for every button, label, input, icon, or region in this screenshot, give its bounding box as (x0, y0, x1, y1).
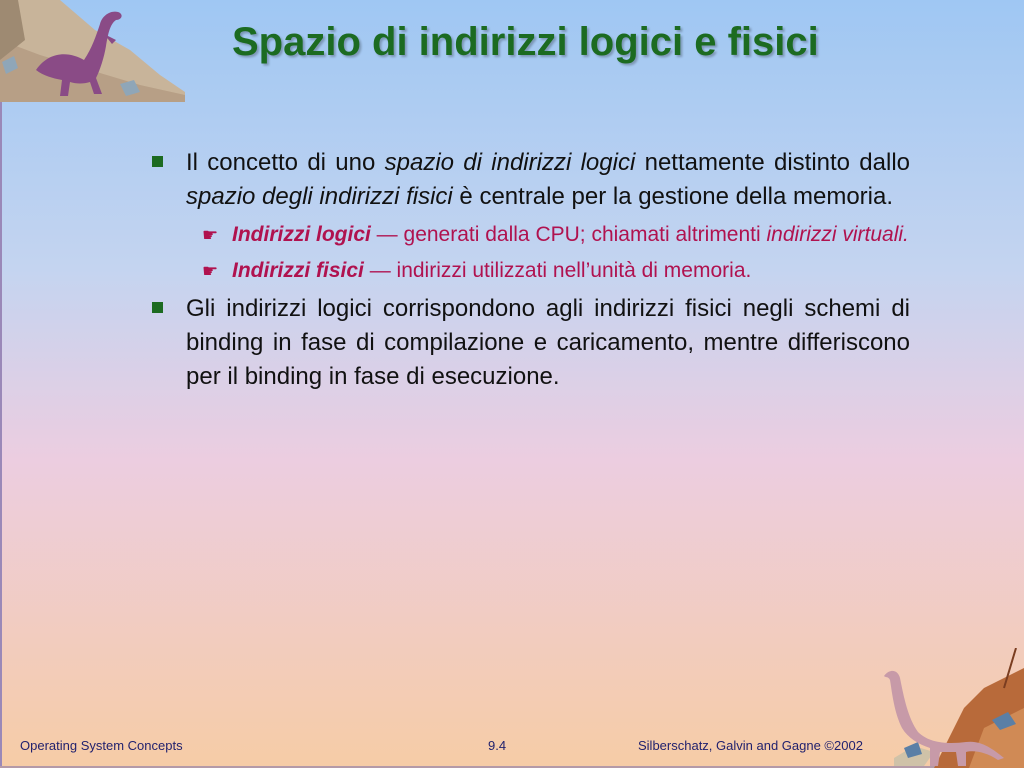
sub-bullet-definition-italic: indirizzi virtuali. (766, 223, 909, 246)
bullet-term-physical-space: spazio degli indirizzi fisici (186, 183, 453, 210)
slide-title: Spazio di indirizzi logici e fisici (232, 20, 819, 64)
pointing-hand-icon: ☛ (202, 261, 219, 281)
bullet-text: nettamente distinto dallo (635, 149, 911, 176)
square-bullet-icon (152, 302, 163, 313)
footer-course-title: Operating System Concepts (20, 738, 183, 753)
footer-slide-number: 9.4 (488, 738, 507, 753)
pointing-hand-icon: ☛ (202, 225, 219, 245)
bullet-text: è centrale per la gestione della memoria. (452, 183, 894, 210)
sub-bullet-logical-addresses (146, 220, 910, 250)
sub-bullet-definition: generati dalla CPU; chiamati altrimenti (403, 223, 767, 246)
slide-content (146, 146, 910, 394)
dinosaur-icon (0, 0, 190, 108)
bullet-item-logical-vs-physical (146, 146, 910, 214)
brontosaurus-icon (874, 648, 1024, 768)
sub-bullet-term: Indirizzi logici (232, 223, 371, 246)
sub-bullet-dash: — (370, 223, 404, 246)
sub-bullet-definition: indirizzi utilizzati nell’unità di memoria. (396, 259, 752, 282)
sub-bullet-physical-addresses (146, 256, 910, 286)
sub-bullet-dash: — (363, 259, 397, 282)
bullet-text: Il concetto di uno (186, 149, 385, 176)
square-bullet-icon (152, 156, 163, 167)
sub-bullet-term: Indirizzi fisici (232, 259, 364, 282)
bullet-term-logical-space: spazio di indirizzi logici (384, 149, 636, 176)
footer-copyright: Silberschatz, Galvin and Gagne ©2002 (638, 738, 863, 753)
bullet-text: Gli indirizzi logici corrispondono agli indirizzi fisici negli schemi di binding in fase di compilazione e caricamento, mentre differiscono per il binding in fase di esecuzione. (186, 295, 910, 390)
bullet-item-binding (146, 292, 910, 394)
slide-left-border (0, 0, 2, 768)
